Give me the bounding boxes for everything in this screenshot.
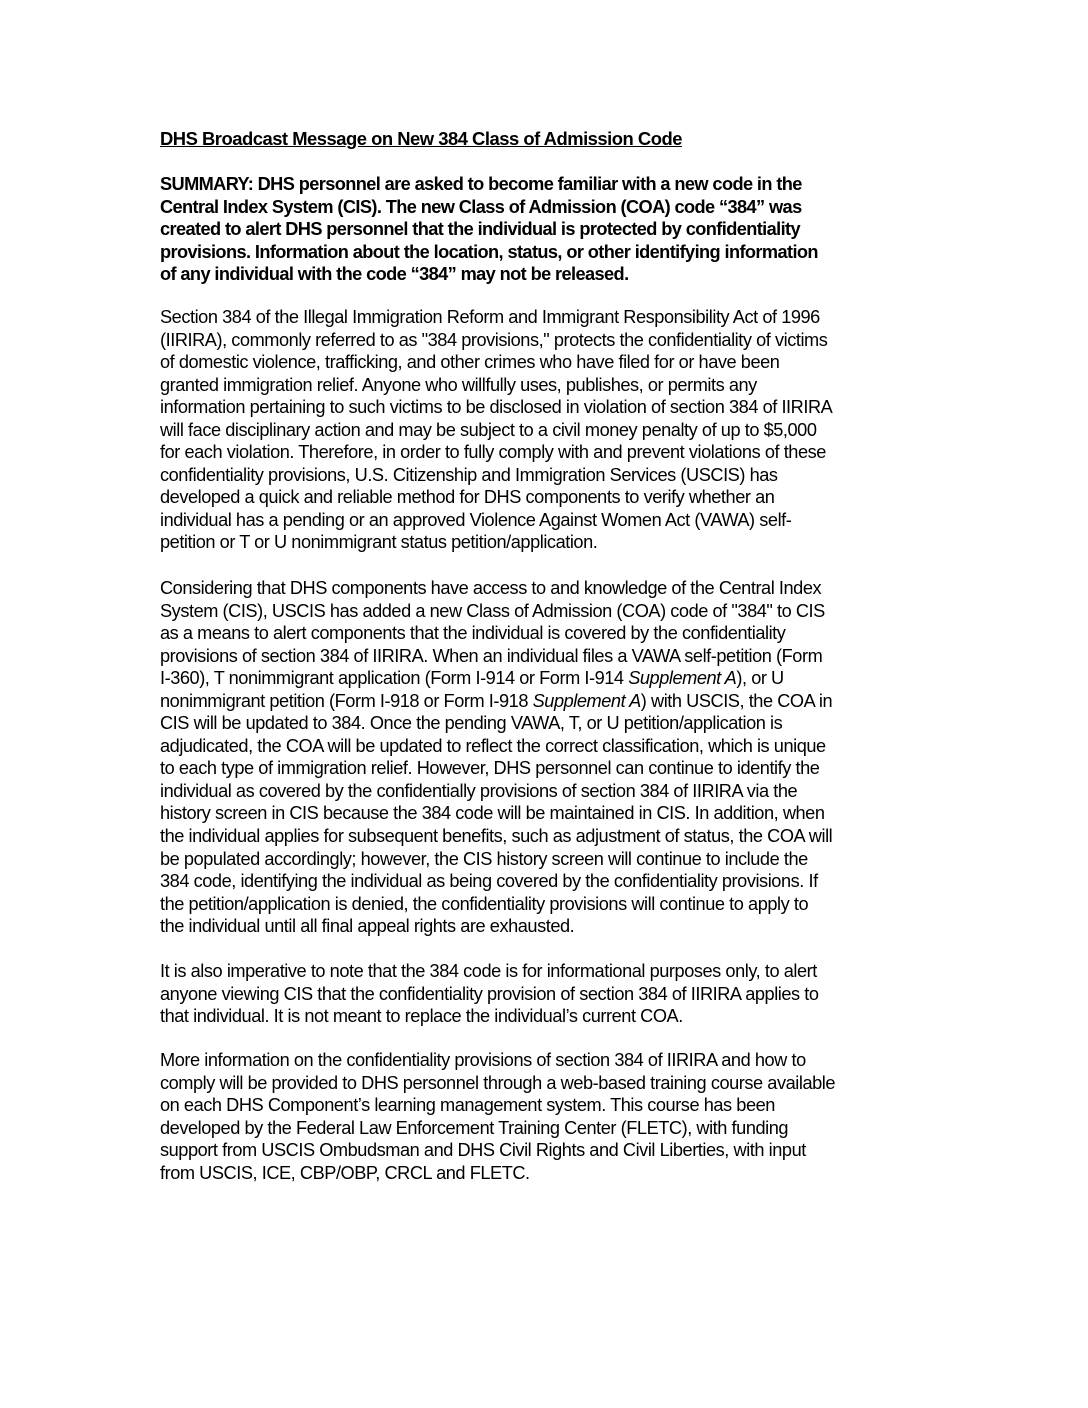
paragraph-line: on each DHS Component’s learning management system. This course has been [160, 1095, 775, 1116]
paragraph-line: developed by the Federal Law Enforcement Training Center (FLETC), with funding [160, 1117, 789, 1138]
summary-line: provisions. Information about the location, status, or other identifying information [160, 241, 818, 262]
paragraph-line: for each violation. Therefore, in order to fully comply with and prevent violations of these [160, 442, 826, 463]
line-text: ), or U [736, 668, 784, 689]
paragraph-line: petition or T or U nonimmigrant status petition/application. [160, 532, 598, 553]
paragraph-line: individual as covered by the confidentially provisions of section 384 of IIRIRA via the [160, 780, 798, 801]
paragraph-line: It is also imperative to note that the 384 code is for informational purposes only, to alert [160, 961, 817, 981]
paragraph-line: history screen in CIS because the 384 code will be maintained in CIS. In addition, when [160, 803, 825, 824]
summary-paragraph [160, 173, 940, 286]
section-384-paragraph [160, 306, 940, 554]
training-paragraph [160, 1049, 940, 1184]
cis-code-paragraph [160, 577, 940, 938]
paragraph-line: from USCIS, ICE, CBP/OBP, CRCL and FLETC. [160, 1162, 530, 1183]
paragraph-line: the individual until all final appeal rights are exhausted. [160, 916, 575, 937]
paragraph-line: CIS will be updated to 384. Once the pending VAWA, T, or U petition/application is [160, 713, 783, 734]
paragraph-line: will face disciplinary action and may be subject to a civil money penalty of up to $5,000 [160, 419, 817, 440]
document-title: DHS Broadcast Message on New 384 Class of Admission Code [160, 128, 682, 149]
paragraph-line: anyone viewing CIS that the confidentiality provision of section 384 of IIRIRA applies to [160, 983, 819, 1004]
paragraph-line: (IIRIRA), commonly referred to as "384 provisions," protects the confidentiality of victims [160, 329, 828, 350]
paragraph-line: the petition/application is denied, the confidentiality provisions will continue to apply to [160, 893, 809, 914]
informational-purpose-paragraph [160, 960, 940, 1028]
paragraph-line: comply will be provided to DHS personnel through a web-based training course available [160, 1072, 836, 1093]
paragraph-line: developed a quick and reliable method for DHS components to verify whether an [160, 487, 775, 508]
line-text: I-360), T nonimmigrant application (Form I-914 or Form I-914 [160, 668, 629, 689]
paragraph-line: to each type of immigration relief. However, DHS personnel can continue to identify the [160, 758, 820, 779]
italic-supplement: Supplement A [532, 690, 641, 711]
summary-line: Central Index System (CIS). The new Class of Admission (COA) code “384” was [160, 196, 802, 217]
paragraph-line: Considering that DHS components have access to and knowledge of the Central Index [160, 578, 822, 598]
paragraph-line: individual has a pending or an approved Violence Against Women Act (VAWA) self- [160, 509, 792, 530]
paragraph-line: provisions of section 384 of IIRIRA. When an individual files a VAWA self-petition (Form [160, 645, 823, 666]
paragraph-line: 384 code, identifying the individual as being covered by the confidentiality provisions. If [160, 871, 818, 892]
summary-line: of any individual with the code “384” may not be released. [160, 264, 629, 285]
paragraph-line: Section 384 of the Illegal Immigration Reform and Immigrant Responsibility Act of 1996 [160, 307, 820, 327]
paragraph-line: be populated accordingly; however, the CIS history screen will continue to include the [160, 848, 808, 869]
paragraph-line: More information on the confidentiality provisions of section 384 of IIRIRA and how to [160, 1050, 806, 1070]
paragraph-line: System (CIS), USCIS has added a new Class of Admission (COA) code of "384" to CIS [160, 600, 825, 621]
paragraph-line: that individual. It is not meant to replace the individual’s current COA. [160, 1006, 683, 1027]
summary-line: created to alert DHS personnel that the individual is protected by confidentiality [160, 219, 801, 240]
paragraph-line: information pertaining to such victims to be disclosed in violation of section 384 of IIRIRA [160, 397, 833, 418]
paragraph-line: confidentiality provisions, U.S. Citizenship and Immigration Services (USCIS) has [160, 464, 778, 485]
paragraph-line [160, 690, 940, 713]
paragraph-line: granted immigration relief. Anyone who willfully uses, publishes, or permits any [160, 374, 757, 395]
paragraph-line: the individual applies for subsequent benefits, such as adjustment of status, the COA will [160, 826, 833, 847]
paragraph-line: as a means to alert components that the individual is covered by the confidentiality [160, 623, 786, 644]
summary-line: SUMMARY: DHS personnel are asked to become familiar with a new code in the [160, 174, 802, 194]
paragraph-line: adjudicated, the COA will be updated to reflect the correct classification, which is unique [160, 735, 826, 756]
paragraph-line: of domestic violence, trafficking, and other crimes who have filed for or have been [160, 352, 780, 373]
line-text: nonimmigrant petition (Form I-918 or Form I-918 [160, 690, 533, 711]
italic-supplement: Supplement A [628, 668, 737, 689]
paragraph-line: support from USCIS Ombudsman and DHS Civil Rights and Civil Liberties, with input [160, 1140, 806, 1161]
paragraph-line [160, 667, 940, 690]
line-text: ) with USCIS, the COA in [640, 690, 833, 711]
